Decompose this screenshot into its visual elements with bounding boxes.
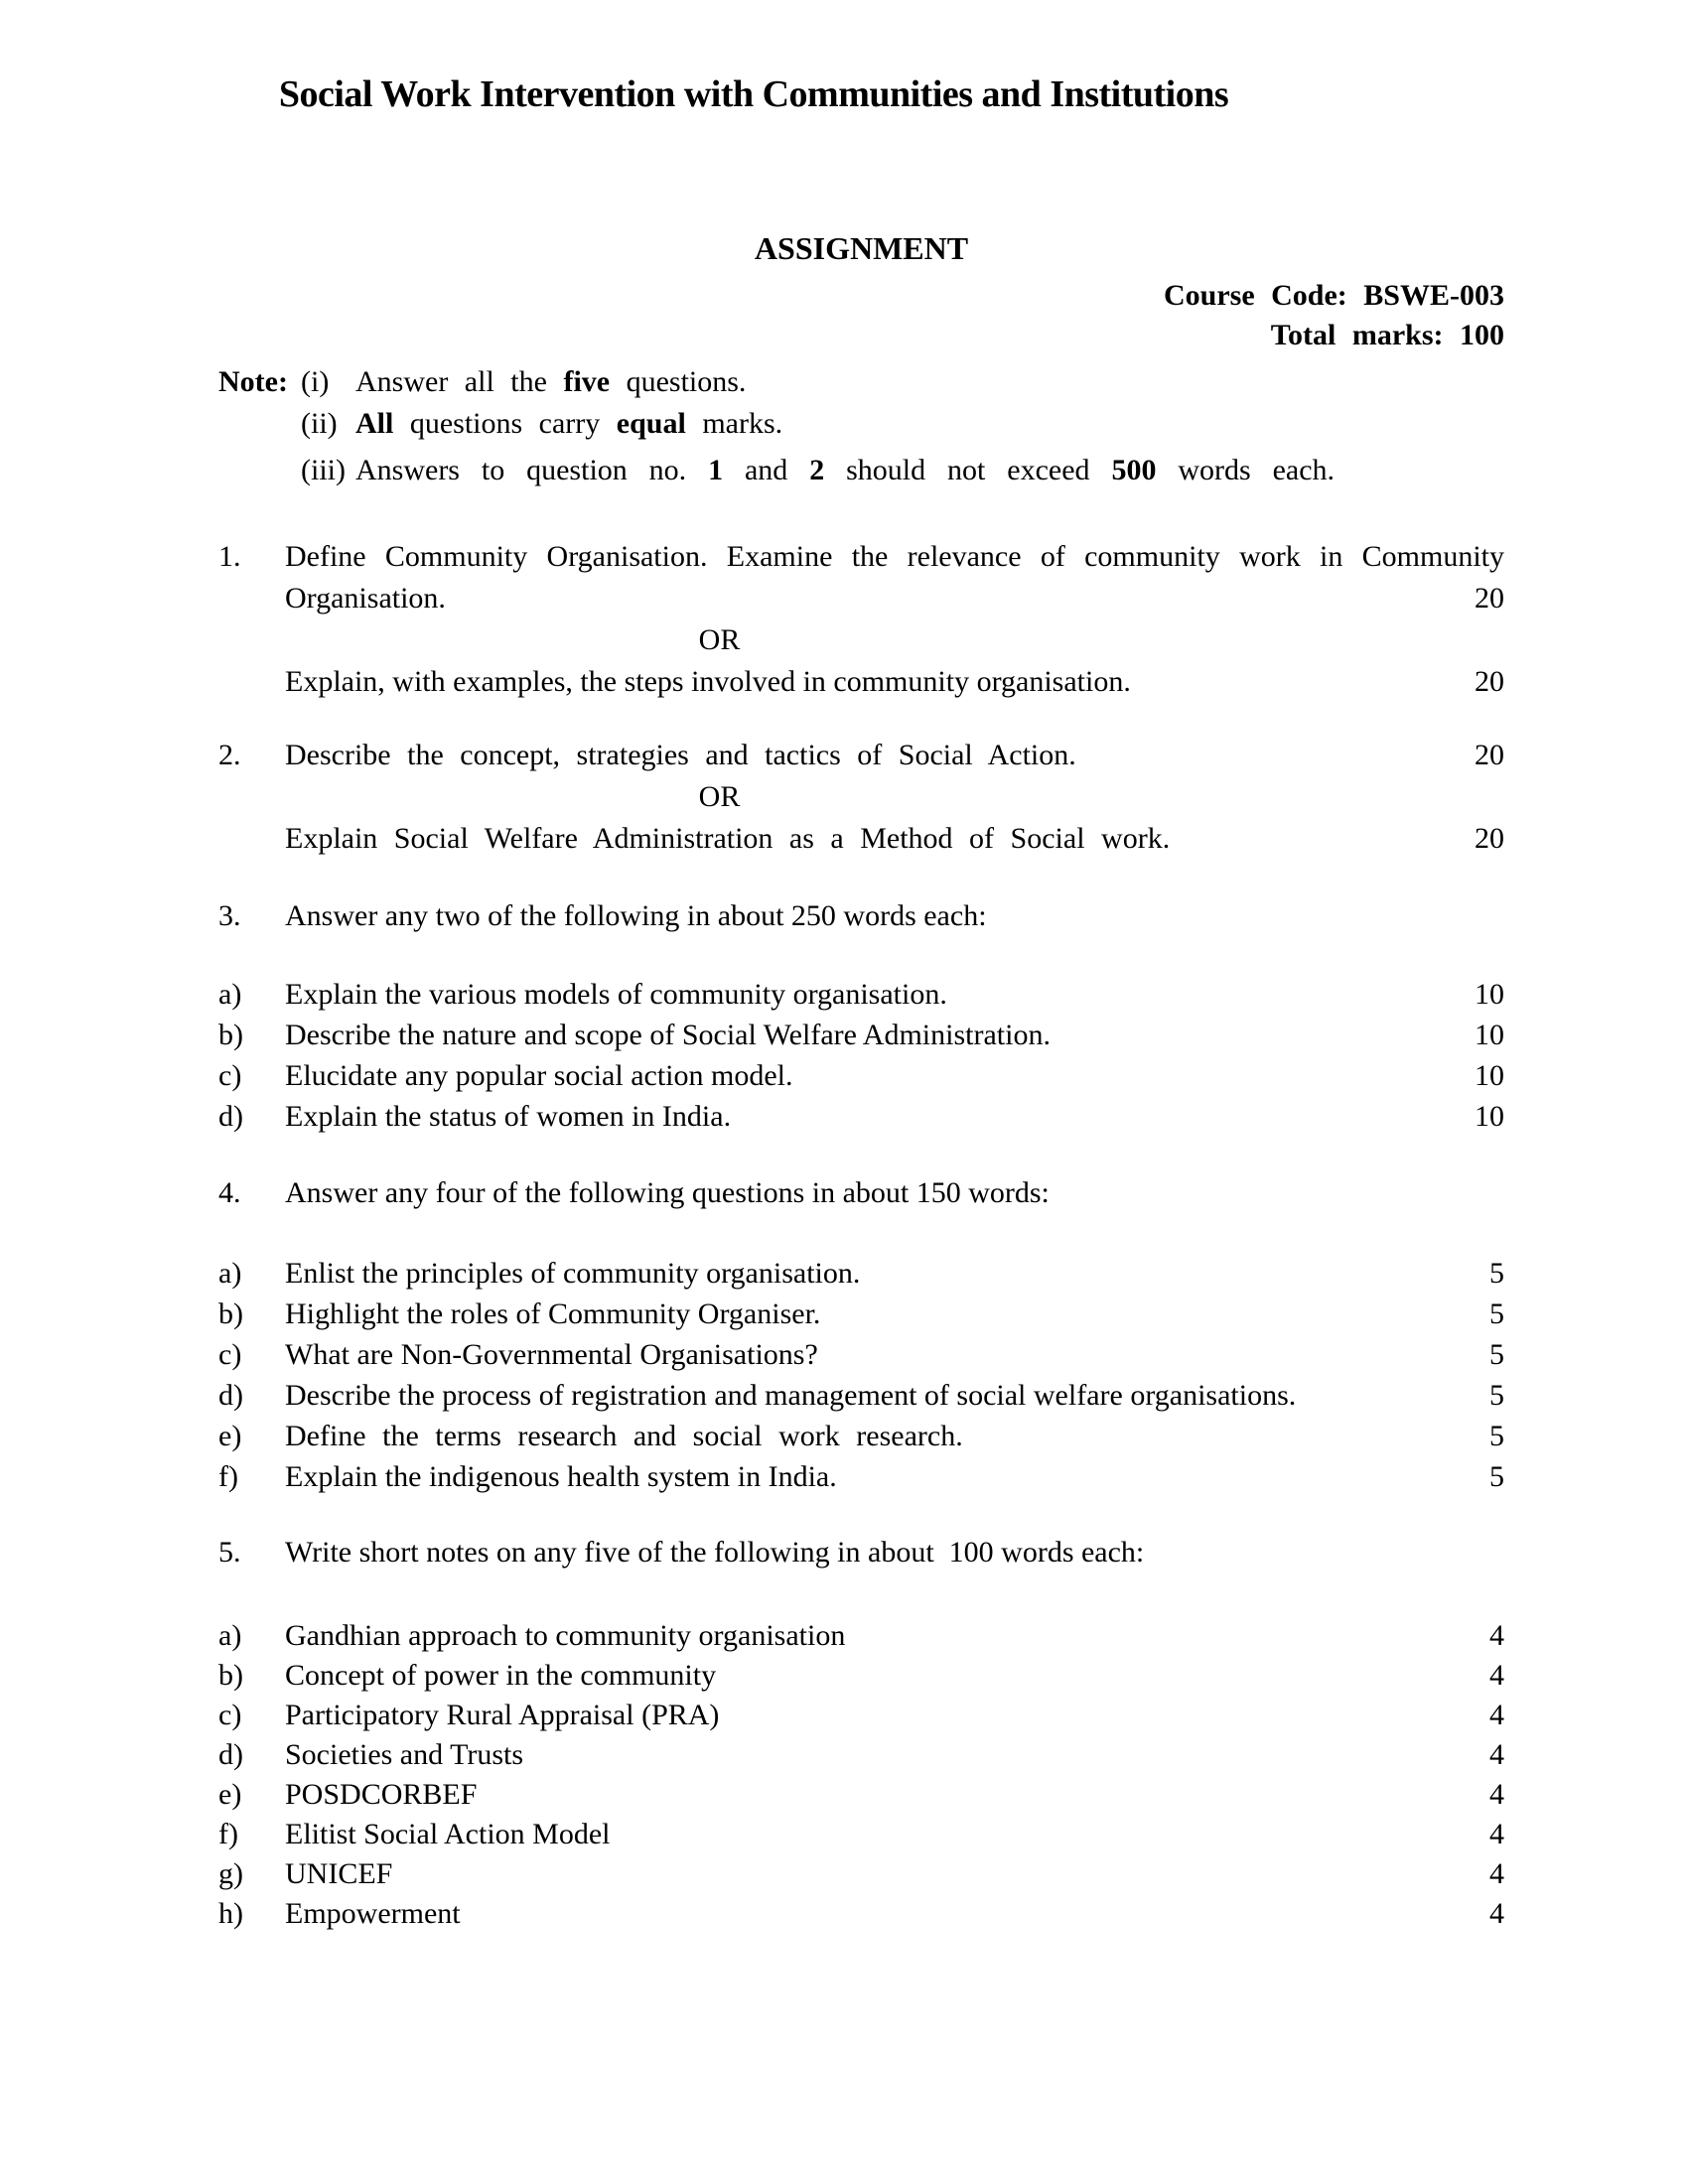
marks-value: 5: [1489, 1460, 1504, 1493]
question-1: [218, 536, 1504, 703]
marks-value: 10: [1475, 1100, 1504, 1133]
sub-question: [218, 1775, 1504, 1815]
marks-value: 20: [1475, 822, 1504, 855]
sub-question-list: [218, 1616, 1504, 1934]
question-text: Describe the concept, strategies and tactics of Social Action.: [285, 739, 1076, 771]
note-item: [218, 403, 1504, 445]
note-block: [218, 361, 1504, 491]
question-2: [218, 735, 1504, 860]
marks-value: 4: [1489, 1659, 1504, 1692]
sub-question-letter: e): [218, 1420, 242, 1452]
marks-value: 5: [1489, 1379, 1504, 1412]
sub-question-letter: d): [218, 1100, 243, 1133]
sub-question: [218, 974, 1504, 1015]
sub-question-text: Concept of power in the community: [285, 1659, 717, 1692]
sub-question-text: Describe the nature and scope of Social Welfare Administration.: [285, 1019, 1051, 1051]
question-row: [218, 818, 1504, 860]
sub-question: [218, 1894, 1504, 1934]
question-number: 5.: [218, 1536, 241, 1569]
sub-question-letter: f): [218, 1818, 238, 1850]
or-label: OR: [698, 623, 741, 656]
sub-question-text: Elucidate any popular social action model.: [285, 1059, 793, 1092]
sub-question: [218, 1253, 1504, 1294]
marks-value: 4: [1489, 1619, 1504, 1652]
question-row: [218, 895, 1504, 937]
question-row: [218, 536, 1504, 619]
question-text: Answer any four of the following questions in about 150 words:: [285, 1176, 1050, 1209]
sub-question-letter: c): [218, 1699, 242, 1731]
sub-question-text: Elitist Social Action Model: [285, 1818, 611, 1850]
note-item-numeral: (ii): [301, 407, 338, 440]
sub-question: [218, 1854, 1504, 1894]
question-5: [218, 1532, 1504, 1934]
sub-question: [218, 1055, 1504, 1096]
sub-question: [218, 1294, 1504, 1334]
course-code: Course Code: BSWE-003: [1163, 279, 1504, 312]
note-item-text: Answer all the five questions.: [355, 365, 747, 398]
sub-question-text: Gandhian approach to community organisation: [285, 1619, 846, 1652]
marks-value: 4: [1489, 1699, 1504, 1731]
question-text: Answer any two of the following in about 250 words each:: [285, 899, 987, 932]
sub-question: [218, 1416, 1504, 1456]
sub-question: [218, 1616, 1504, 1656]
sub-question-letter: d): [218, 1738, 243, 1771]
sub-question-text: Societies and Trusts: [285, 1738, 524, 1771]
question-number: 3.: [218, 899, 241, 932]
marks-value: 5: [1489, 1257, 1504, 1290]
sub-question: [218, 1096, 1504, 1137]
sub-question-text: Explain the status of women in India.: [285, 1100, 732, 1133]
note-item-numeral: (iii): [301, 454, 346, 486]
sub-question-letter: b): [218, 1659, 243, 1692]
or-label: OR: [698, 780, 741, 813]
marks-value: 4: [1489, 1897, 1504, 1930]
or-row: [218, 619, 1504, 661]
sub-question-letter: c): [218, 1338, 242, 1371]
question-3: [218, 895, 1504, 1137]
marks-value: 4: [1489, 1857, 1504, 1890]
sub-question-text: What are Non-Governmental Organisations?: [285, 1338, 818, 1371]
question-row: [218, 661, 1504, 703]
sub-question: [218, 1456, 1504, 1497]
sub-question: [218, 1375, 1504, 1416]
sub-question-list: [218, 1253, 1504, 1497]
sub-question: [218, 1815, 1504, 1854]
sub-question-letter: d): [218, 1379, 243, 1412]
sub-question-letter: f): [218, 1460, 238, 1493]
question-number: 2.: [218, 739, 241, 771]
sub-question-text: Explain the various models of community organisation.: [285, 978, 947, 1011]
marks-value: 20: [1475, 665, 1504, 698]
marks-value: 4: [1489, 1738, 1504, 1771]
sub-question-text: Describe the process of registration and management of social welfare organisations.: [285, 1379, 1297, 1412]
sub-question: [218, 1696, 1504, 1735]
assignment-heading: ASSIGNMENT: [754, 230, 969, 266]
marks-value: 10: [1475, 1059, 1504, 1092]
marks-value: 5: [1489, 1420, 1504, 1452]
sub-question: [218, 1735, 1504, 1775]
sub-question-letter: g): [218, 1857, 243, 1890]
sub-question-text: Define the terms research and social work research.: [285, 1420, 963, 1452]
question-row: [218, 735, 1504, 776]
sub-question-text: Explain the indigenous health system in India.: [285, 1460, 837, 1493]
sub-question-letter: a): [218, 1257, 242, 1290]
sub-question-letter: c): [218, 1059, 242, 1092]
marks-value: 20: [1475, 739, 1504, 771]
sub-question-text: Empowerment: [285, 1897, 461, 1930]
question-number: 1.: [218, 540, 241, 573]
note-item-text: All questions carry equal marks.: [355, 407, 783, 440]
or-row: [218, 776, 1504, 818]
note-item: [218, 450, 1504, 491]
marks-value: 10: [1475, 978, 1504, 1011]
note-item: [218, 361, 1504, 403]
sub-question-text: POSDCORBEF: [285, 1778, 478, 1811]
question-text: Define Community Organisation. Examine the relevance of community work in Community Organisation.: [285, 540, 1504, 614]
marks-value: 20: [1475, 582, 1504, 614]
note-item-numeral: (i): [301, 365, 330, 398]
sub-question-letter: b): [218, 1297, 243, 1330]
marks-value: 4: [1489, 1818, 1504, 1850]
sub-question-letter: e): [218, 1778, 242, 1811]
question-row: [218, 1532, 1504, 1573]
sub-question-text: Enlist the principles of community organisation.: [285, 1257, 861, 1290]
sub-question-letter: b): [218, 1019, 243, 1051]
note-label: Note:: [218, 365, 288, 398]
question-text: Explain, with examples, the steps involved in community organisation.: [285, 665, 1131, 698]
sub-question: [218, 1334, 1504, 1375]
page-title: Social Work Intervention with Communities and Institutions: [278, 73, 1229, 115]
sub-question-text: Participatory Rural Appraisal (PRA): [285, 1699, 720, 1731]
sub-question-letter: h): [218, 1897, 243, 1930]
sub-question-letter: a): [218, 978, 242, 1011]
sub-question-list: [218, 974, 1504, 1137]
question-text: Write short notes on any five of the following in about 100 words each:: [285, 1536, 1145, 1569]
question-number: 4.: [218, 1176, 241, 1209]
marks-value: 4: [1489, 1778, 1504, 1811]
sub-question-letter: a): [218, 1619, 242, 1652]
note-item-text: Answers to question no. 1 and 2 should not exceed 500 words each.: [355, 454, 1336, 486]
marks-value: 10: [1475, 1019, 1504, 1051]
sub-question-text: UNICEF: [285, 1857, 393, 1890]
marks-value: 5: [1489, 1338, 1504, 1371]
question-4: [218, 1172, 1504, 1497]
question-text: Explain Social Welfare Administration as a Method of Social work.: [285, 822, 1171, 855]
sub-question-text: Highlight the roles of Community Organiser.: [285, 1297, 821, 1330]
sub-question: [218, 1015, 1504, 1055]
question-row: [218, 1172, 1504, 1214]
marks-value: 5: [1489, 1297, 1504, 1330]
sub-question: [218, 1656, 1504, 1696]
total-marks: Total marks: 100: [1270, 319, 1504, 351]
